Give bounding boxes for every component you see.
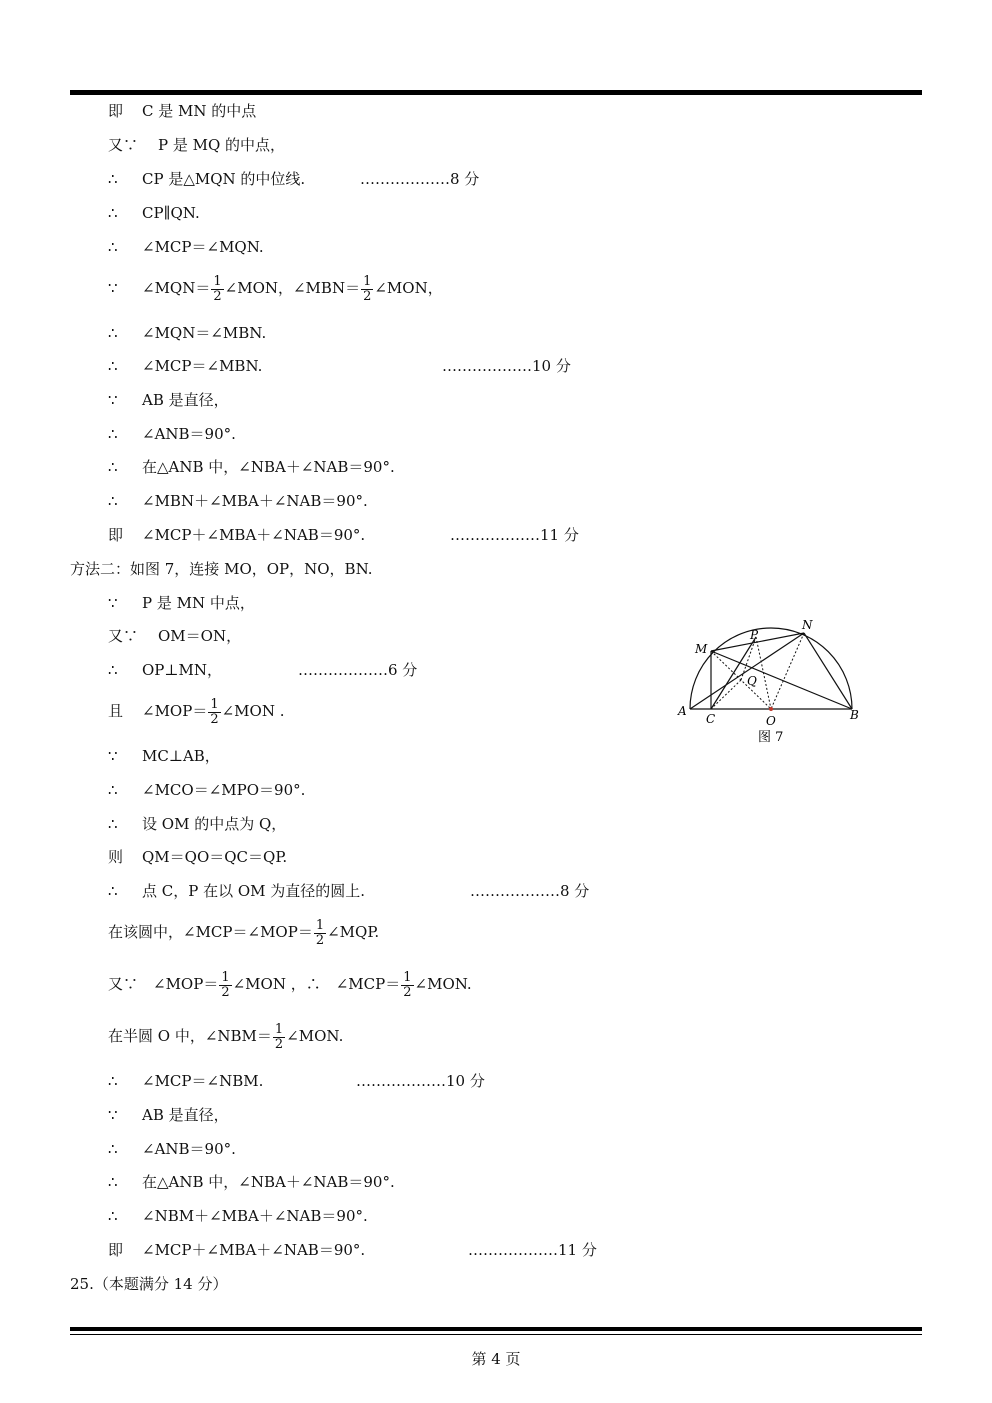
line-prefix: ∴ <box>108 1207 118 1225</box>
line-prefix: ∴ <box>108 324 118 342</box>
fraction-half: $\frac{1}{2}$ <box>363 273 372 304</box>
proof-line-fraction <box>0 691 560 731</box>
line-text: 在△ANB 中，∠NBA＋∠NAB＝90°. <box>142 458 395 476</box>
text-segment: 在该圆中，∠MCP＝∠MOP＝ <box>108 923 313 941</box>
line-text: ∠MCP＝∠NBM. <box>142 1072 264 1090</box>
segment-mb <box>711 651 852 709</box>
text-segment: ∠MON. <box>414 975 472 993</box>
line-text <box>108 964 472 1004</box>
line-text: MC⊥AB， <box>142 747 220 765</box>
line-text: 25.（本题满分 14 分） <box>70 1275 228 1293</box>
figure-caption: 图 7 <box>758 730 784 745</box>
footer-rule-thin <box>70 1334 922 1335</box>
proof-line <box>0 1238 900 1262</box>
proof-line <box>0 201 900 225</box>
proof-line-fraction <box>0 964 900 1004</box>
proof-line <box>0 133 900 157</box>
method-two-title <box>0 557 900 581</box>
proof-line <box>0 99 900 123</box>
line-text <box>142 268 443 308</box>
question-25-heading <box>0 1272 900 1296</box>
proof-line <box>0 1137 900 1161</box>
fraction-half: $\frac{1}{2}$ <box>210 696 219 727</box>
label-m: M <box>695 642 708 656</box>
line-prefix: ∵ <box>108 1106 118 1124</box>
proof-line <box>0 879 900 903</box>
text-segment: ∠MOP＝ <box>142 702 208 720</box>
line-text: 点 C，P 在以 OM 为直径的圆上. <box>142 882 366 900</box>
line-prefix: ∴ <box>108 492 118 510</box>
page-number: 第 4 页 <box>471 1350 521 1368</box>
line-prefix: 又∵ <box>108 136 139 154</box>
line-prefix: ∴ <box>108 357 118 375</box>
line-text: ∠MCP＋∠MBA＋∠NAB＝90°. <box>142 1241 366 1259</box>
score-mark: ………………11 分 <box>450 526 579 544</box>
text-segment: 在半圆 O 中，∠NBM＝ <box>108 1027 272 1045</box>
line-text <box>108 1016 343 1056</box>
segment-nb <box>804 633 852 709</box>
line-text: P 是 MQ 的中点， <box>158 136 286 154</box>
score-mark: ………………8 分 <box>360 170 480 188</box>
proof-line <box>0 388 900 412</box>
proof-line <box>0 489 900 513</box>
label-a: A <box>678 704 687 718</box>
line-prefix: ∴ <box>108 458 118 476</box>
line-text: ∠MCO＝∠MPO＝90°. <box>142 781 306 799</box>
label-o: O <box>766 714 776 728</box>
score-mark: ………………6 分 <box>298 661 418 679</box>
proof-line <box>0 422 900 446</box>
center-point-o <box>769 707 773 711</box>
line-text <box>108 912 379 952</box>
label-b: B <box>850 708 859 722</box>
proof-line <box>0 591 560 615</box>
line-text: AB 是直径， <box>142 1106 229 1124</box>
score-mark: ………………11 分 <box>468 1241 597 1259</box>
proof-line <box>0 1204 900 1228</box>
line-text: ∠NBM＋∠MBA＋∠NAB＝90°. <box>142 1207 368 1225</box>
score-mark: ………………10 分 <box>356 1072 485 1090</box>
score-mark: ………………10 分 <box>442 357 571 375</box>
line-prefix: ∴ <box>108 1173 118 1191</box>
segment-op <box>756 637 771 709</box>
proof-line <box>0 778 560 802</box>
figure-7 <box>672 615 872 750</box>
fraction-half: $\frac{1}{2}$ <box>221 969 230 1000</box>
proof-line <box>0 812 560 836</box>
footer-rule-thick <box>70 1327 922 1331</box>
label-c: C <box>706 712 716 726</box>
proof-line <box>0 235 900 259</box>
fraction-half: $\frac{1}{2}$ <box>274 1021 284 1052</box>
line-prefix: ∴ <box>108 882 118 900</box>
line-prefix: 即 <box>108 526 124 544</box>
line-prefix: ∴ <box>108 425 118 443</box>
line-text: CP∥QN. <box>142 204 200 222</box>
label-p: P <box>750 628 759 642</box>
fraction-half: $\frac{1}{2}$ <box>213 273 222 304</box>
fraction-half: $\frac{1}{2}$ <box>403 969 412 1000</box>
text-segment: ∠MON，∠MBN＝ <box>224 279 361 297</box>
line-text: C 是 MN 的中点 <box>142 102 257 120</box>
proof-line <box>0 167 900 191</box>
line-text: ∠ANB＝90°. <box>142 1140 236 1158</box>
line-prefix: ∴ <box>108 1072 118 1090</box>
line-text: ∠MBN＋∠MBA＋∠NAB＝90°. <box>142 492 368 510</box>
proof-line <box>0 744 560 768</box>
text-segment: ∠MON. <box>286 1027 344 1045</box>
score-mark: ………………8 分 <box>470 882 590 900</box>
line-text: QM＝QO＝QC＝QP. <box>142 848 288 866</box>
line-prefix: 则 <box>108 848 124 866</box>
proof-line <box>0 523 900 547</box>
line-prefix: ∴ <box>108 204 118 222</box>
proof-line <box>0 845 560 869</box>
line-text: AB 是直径， <box>142 391 229 409</box>
line-prefix: ∵ <box>108 747 118 765</box>
line-text: ∠MCP＋∠MBA＋∠NAB＝90°. <box>142 526 366 544</box>
line-text: ∠ANB＝90°. <box>142 425 236 443</box>
proof-line <box>0 1103 900 1127</box>
line-text: 在△ANB 中，∠NBA＋∠NAB＝90°. <box>142 1173 395 1191</box>
line-text: OM＝ON， <box>158 627 242 645</box>
line-text <box>142 691 285 731</box>
line-prefix: 且 <box>108 702 124 720</box>
proof-line <box>0 658 560 682</box>
line-prefix: ∴ <box>108 1140 118 1158</box>
fraction-half: $\frac{1}{2}$ <box>315 917 325 948</box>
text-segment: ∠MON ，∴ ∠MCP＝ <box>232 975 401 993</box>
line-prefix: 又∵ <box>108 627 139 645</box>
line-text: ∠MCP＝∠MBN. <box>142 357 263 375</box>
label-n: N <box>802 618 813 632</box>
line-text: P 是 MN 中点， <box>142 594 255 612</box>
proof-line-fraction <box>0 912 900 952</box>
proof-line <box>0 455 900 479</box>
line-text: 设 OM 的中点为 Q， <box>142 815 287 833</box>
line-text: 方法二：如图 7，连接 MO，OP，NO，BN. <box>70 560 373 578</box>
text-segment: ∠MON . <box>221 702 285 720</box>
text-segment: ∠MQP. <box>327 923 380 941</box>
label-q: Q <box>747 674 757 688</box>
line-text: ∠MCP＝∠MQN. <box>142 238 264 256</box>
proof-line <box>0 1069 900 1093</box>
line-prefix: 即 <box>108 102 124 120</box>
line-prefix: ∴ <box>108 238 118 256</box>
proof-line <box>0 354 900 378</box>
proof-line <box>0 1170 900 1194</box>
text-segment: ∠MON， <box>374 279 443 297</box>
header-rule <box>70 90 922 95</box>
line-prefix: 即 <box>108 1241 124 1259</box>
line-prefix: ∵ <box>108 279 118 297</box>
line-prefix: ∵ <box>108 391 118 409</box>
line-prefix: ∴ <box>108 815 118 833</box>
semicircle-arc <box>690 628 852 709</box>
text-segment: ∠MQN＝ <box>142 279 211 297</box>
line-text: ∠MQN＝∠MBN. <box>142 324 267 342</box>
proof-line-fraction <box>0 268 900 308</box>
proof-line <box>0 321 900 345</box>
proof-line <box>0 624 560 648</box>
line-prefix: ∵ <box>108 594 118 612</box>
semicircle-diagram <box>672 615 872 750</box>
line-text: OP⊥MN， <box>142 661 222 679</box>
line-text: CP 是△MQN 的中位线. <box>142 170 306 188</box>
line-prefix: ∴ <box>108 661 118 679</box>
line-prefix: ∴ <box>108 170 118 188</box>
text-segment: 又∵ ∠MOP＝ <box>108 975 219 993</box>
line-prefix: ∴ <box>108 781 118 799</box>
proof-line-fraction <box>0 1016 900 1056</box>
